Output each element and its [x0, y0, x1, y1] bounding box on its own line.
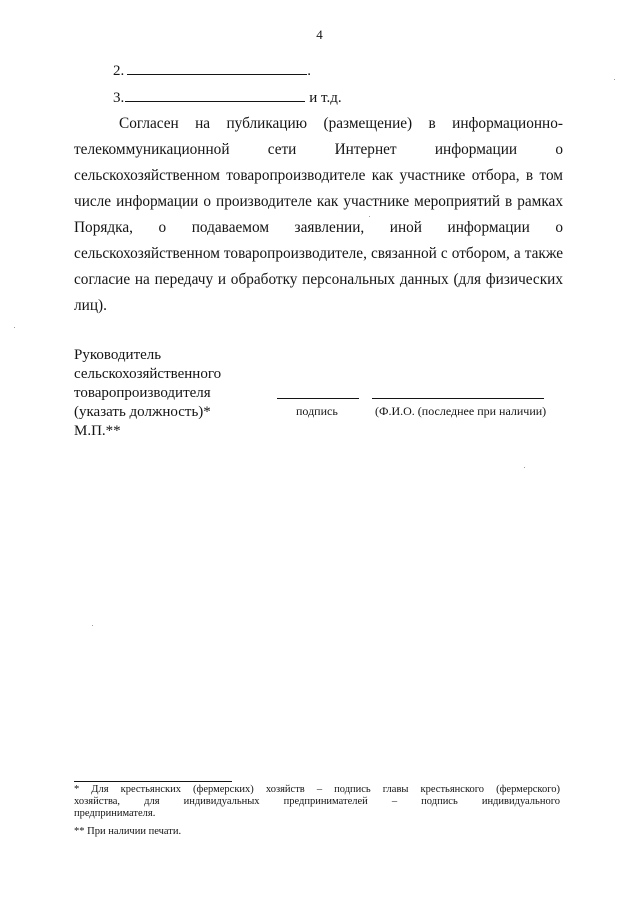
signature-line [277, 398, 359, 399]
signature-caption: подпись [296, 404, 338, 418]
footnote-2: ** При наличии печати. [74, 826, 182, 837]
consent-line: сельскохозяйственном товаропроизводителе как участнике отбора, в том [74, 167, 563, 184]
footnotes [74, 784, 560, 838]
list-item-3-number: 3. [113, 90, 125, 106]
consent-line: телекоммуникационной сети Интернет информации о [74, 141, 563, 158]
list-item-2 [113, 61, 311, 80]
list-item-2-blank [127, 61, 307, 75]
footnote-1-line: хозяйства, для индивидуальных предпринимателей – подпись индивидуального [74, 796, 560, 807]
scan-speck [369, 216, 370, 217]
signer-line: сельскохозяйственного [74, 366, 222, 382]
list-item-2-number: 2. [113, 63, 125, 79]
consent-line: лиц). [74, 297, 107, 314]
scan-speck [524, 467, 525, 468]
consent-line: сельскохозяйственном товаропроизводителе, связанной с отбором, а также [74, 245, 563, 262]
consent-line: Порядка, о подаваемом заявлении, иной информации о [74, 219, 563, 236]
signer-line: товаропроизводителя [74, 385, 211, 401]
signer-line: (указать должность)* [74, 404, 211, 420]
scan-speck [92, 625, 93, 626]
footnote-1-line: предпринимателя. [74, 808, 156, 819]
consent-line: числе информации о производителе как участнике мероприятий в рамках [74, 193, 563, 210]
fio-line [372, 398, 544, 399]
list-item-2-tail: . [307, 63, 311, 79]
list-item-3 [113, 88, 342, 107]
page-number: 4 [316, 27, 323, 42]
scan-speck [14, 327, 15, 328]
consent-line: согласие на передачу и обработку персональных данных (для физических [74, 271, 563, 288]
list-item-3-tail: и т.д. [309, 90, 342, 106]
signer-block [74, 346, 221, 441]
list-item-3-blank [125, 88, 305, 102]
scan-speck [614, 79, 615, 80]
footnote-separator [74, 781, 232, 782]
consent-paragraph [74, 111, 563, 319]
signer-line: Руководитель [74, 347, 162, 363]
footnote-1-line: * Для крестьянских (фермерских) хозяйств – подпись главы крестьянского (фермерского) [74, 784, 560, 795]
fio-caption: (Ф.И.О. (последнее при наличии) [375, 404, 547, 418]
stamp-mark-label: М.П.** [74, 423, 121, 439]
consent-line: Согласен на публикацию (размещение) в информационно- [119, 115, 563, 132]
